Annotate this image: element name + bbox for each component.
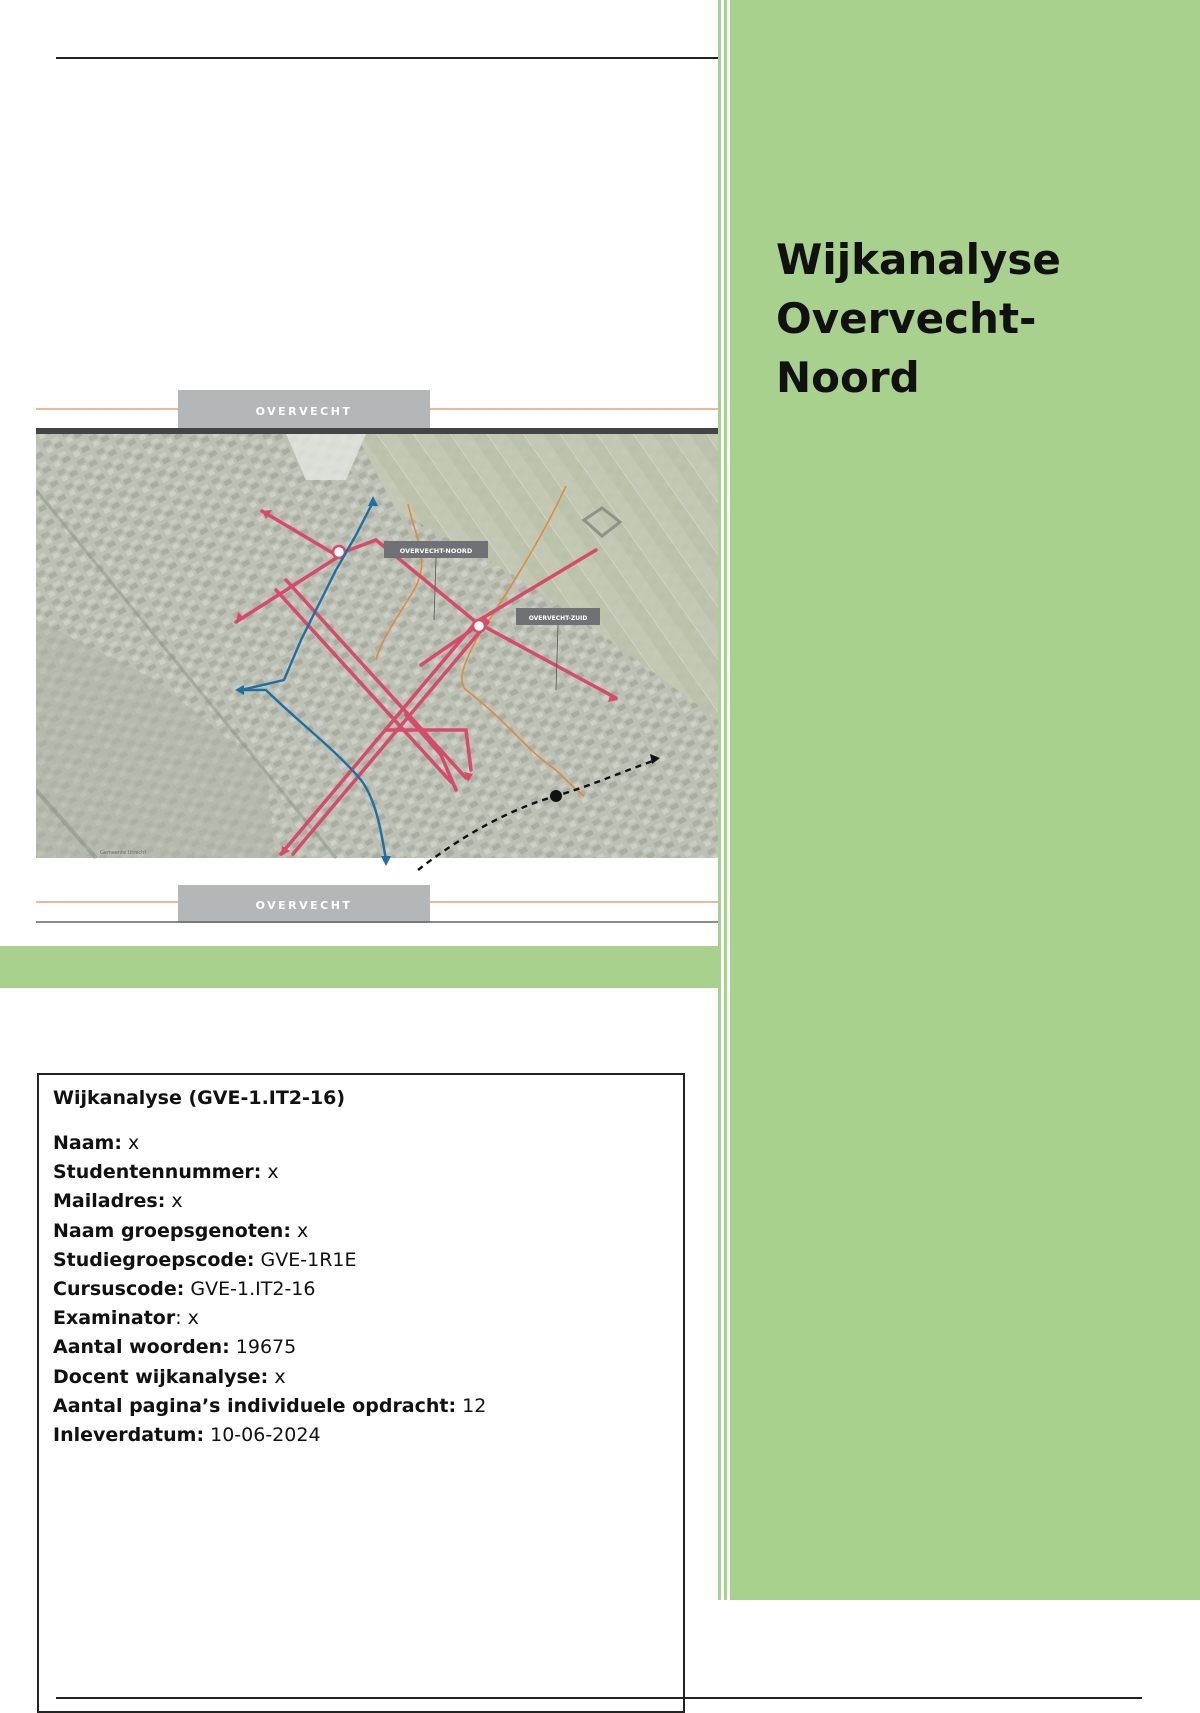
info-row-docent: Docent wijkanalyse: x bbox=[53, 1365, 286, 1388]
info-row-examinator: Examinator: x bbox=[53, 1307, 199, 1330]
info-row-cursuscode: Cursuscode: GVE-1.IT2-16 bbox=[53, 1278, 316, 1301]
map-credit: Gemeente Utrecht bbox=[100, 850, 147, 856]
roundabout-east bbox=[473, 620, 485, 632]
info-row-studentennummer: Studentennummer: x bbox=[53, 1161, 279, 1184]
tag-zuid: OVERVECHT-ZUID bbox=[528, 615, 588, 622]
title-line-2: Overvecht-Noord bbox=[776, 294, 1037, 402]
cover-sidebar bbox=[736, 0, 1200, 1600]
info-row-paginas: Aantal pagina’s individuele opdracht: 12 bbox=[53, 1394, 487, 1417]
info-box bbox=[37, 1073, 685, 1713]
dashed-point bbox=[550, 790, 562, 802]
sidebar-stripes bbox=[718, 0, 736, 1600]
info-heading: Wijkanalyse (GVE-1.IT2-16) bbox=[53, 1087, 346, 1109]
title-line-1: Wijkanalyse bbox=[776, 235, 1061, 284]
info-row-inleverdatum: Inleverdatum: 10-06-2024 bbox=[53, 1424, 321, 1447]
arrow-head bbox=[381, 856, 391, 866]
map-footer-label: OVERVECHT bbox=[255, 899, 353, 912]
top-rule bbox=[56, 57, 718, 59]
info-row-studiegroepscode: Studiegroepscode: GVE-1R1E bbox=[53, 1248, 357, 1271]
tag-noord: OVERVECHT-NOORD bbox=[399, 547, 473, 555]
info-row-naam: Naam: x bbox=[53, 1132, 140, 1154]
info-row-groepsgenoten: Naam groepsgenoten: x bbox=[53, 1219, 309, 1242]
map-header-label: OVERVECHT bbox=[255, 405, 353, 418]
document-title bbox=[776, 230, 1176, 407]
green-band bbox=[0, 946, 718, 988]
overvecht-map bbox=[36, 390, 718, 924]
bottom-rule bbox=[56, 1697, 1142, 1699]
info-row-mailadres: Mailadres: x bbox=[53, 1190, 183, 1213]
info-row-aantal-woorden: Aantal woorden: 19675 bbox=[53, 1336, 297, 1359]
